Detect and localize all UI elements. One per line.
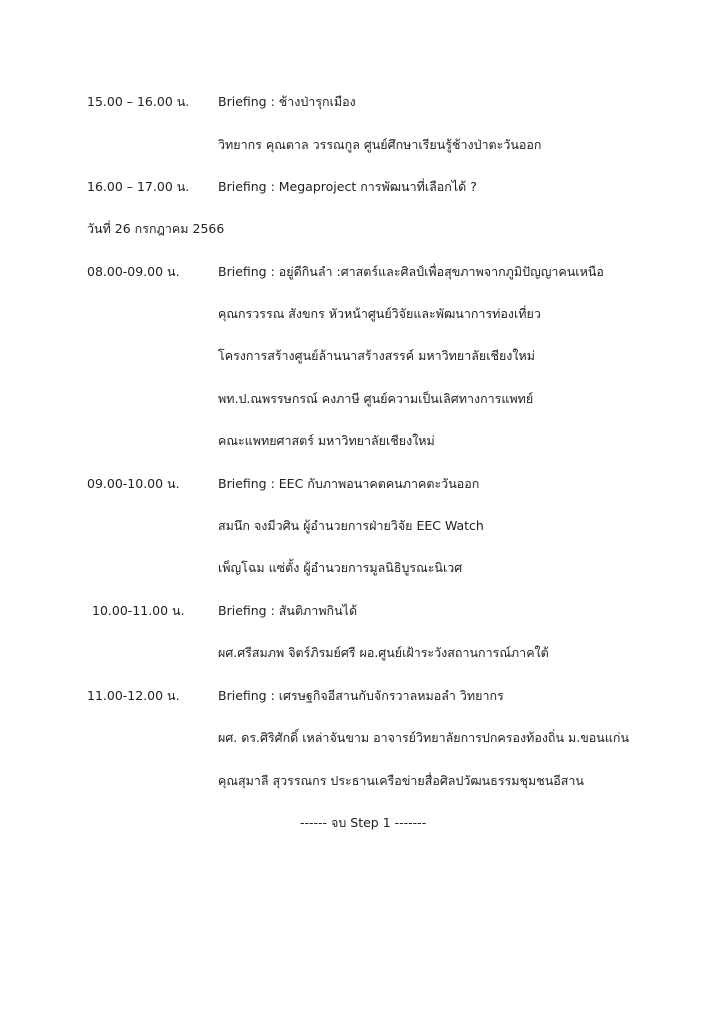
- schedule-speaker: คณะแพทยศาสตร์ มหาวิทยาลัยเชียงใหม่: [218, 433, 435, 448]
- schedule-speaker: ผศ.ศรีสมภพ จิตร์ภิรมย์ศรี ผอ.ศูนย์เฝ้าระวังสถานการณ์ภาคใต้: [218, 645, 549, 660]
- schedule-time: 15.00 – 16.00 น.: [87, 94, 190, 109]
- schedule-time: 11.00-12.00 น.: [87, 688, 180, 703]
- schedule-time: 08.00-09.00 น.: [87, 264, 180, 279]
- schedule-item: Briefing : อยู่ดีกินลำ :ศาสตร์และศิลป์เพื่อสุขภาพจากภูมิปัญญาคนเหนือ: [218, 264, 604, 279]
- schedule-item: Briefing : สันติภาพกินได้: [218, 603, 358, 618]
- schedule-item: Briefing : เศรษฐกิจอีสานกับจักรวาลหมอลำ วิทยากร: [218, 688, 504, 703]
- date-heading: วันที่ 26 กรกฎาคม 2566: [87, 221, 225, 236]
- schedule-time: 16.00 – 17.00 น.: [87, 179, 190, 194]
- schedule-time: 10.00-11.00 น.: [92, 603, 185, 618]
- schedule-time: 09.00-10.00 น.: [87, 476, 180, 491]
- schedule-speaker: สมนึก จงมีวศิน ผู้อำนวยการฝ่ายวิจัย EEC Watch: [218, 518, 484, 533]
- schedule-speaker: คุณกรวรรณ สังขกร หัวหน้าศูนย์วิจัยและพัฒนาการท่องเที่ยว: [218, 306, 541, 321]
- end-marker: ------ จบ Step 1 -------: [300, 815, 427, 830]
- schedule-speaker: โครงการสร้างศูนย์ล้านนาสร้างสรรค์ มหาวิทยาลัยเชียงใหม่: [218, 348, 535, 363]
- schedule-speaker: คุณสุมาลี สุวรรณกร ประธานเครือข่ายสื่อศิลปวัฒนธรรมชุมชนอีสาน: [218, 773, 584, 788]
- schedule-speaker: ผศ. ดร.ศิริศักดิ์ เหล่าจันขาม อาจารย์วิทยาลัยการปกครองท้องถิ่น ม.ขอนแก่น: [218, 730, 629, 745]
- schedule-item: Briefing : EEC กับภาพอนาคตคนภาคตะวันออก: [218, 476, 480, 491]
- schedule-speaker: พท.ป.ณพรรษกรณ์ คงภาษี ศูนย์ความเป็นเลิศทางการแพทย์: [218, 391, 534, 406]
- schedule-speaker: เพ็ญโฉม แซ่ตั้ง ผู้อำนวยการมูลนิธิบูรณะนิเวศ: [218, 560, 463, 575]
- schedule-speaker: วิทยากร คุณตาล วรรณกูล ศูนย์ศึกษาเรียนรู้ช้างป่าตะวันออก: [218, 137, 542, 152]
- schedule-item: Briefing : Megaproject การพัฒนาที่เลือกได้ ?: [218, 179, 477, 194]
- schedule-item: Briefing : ช้างป่ารุกเมือง: [218, 94, 356, 109]
